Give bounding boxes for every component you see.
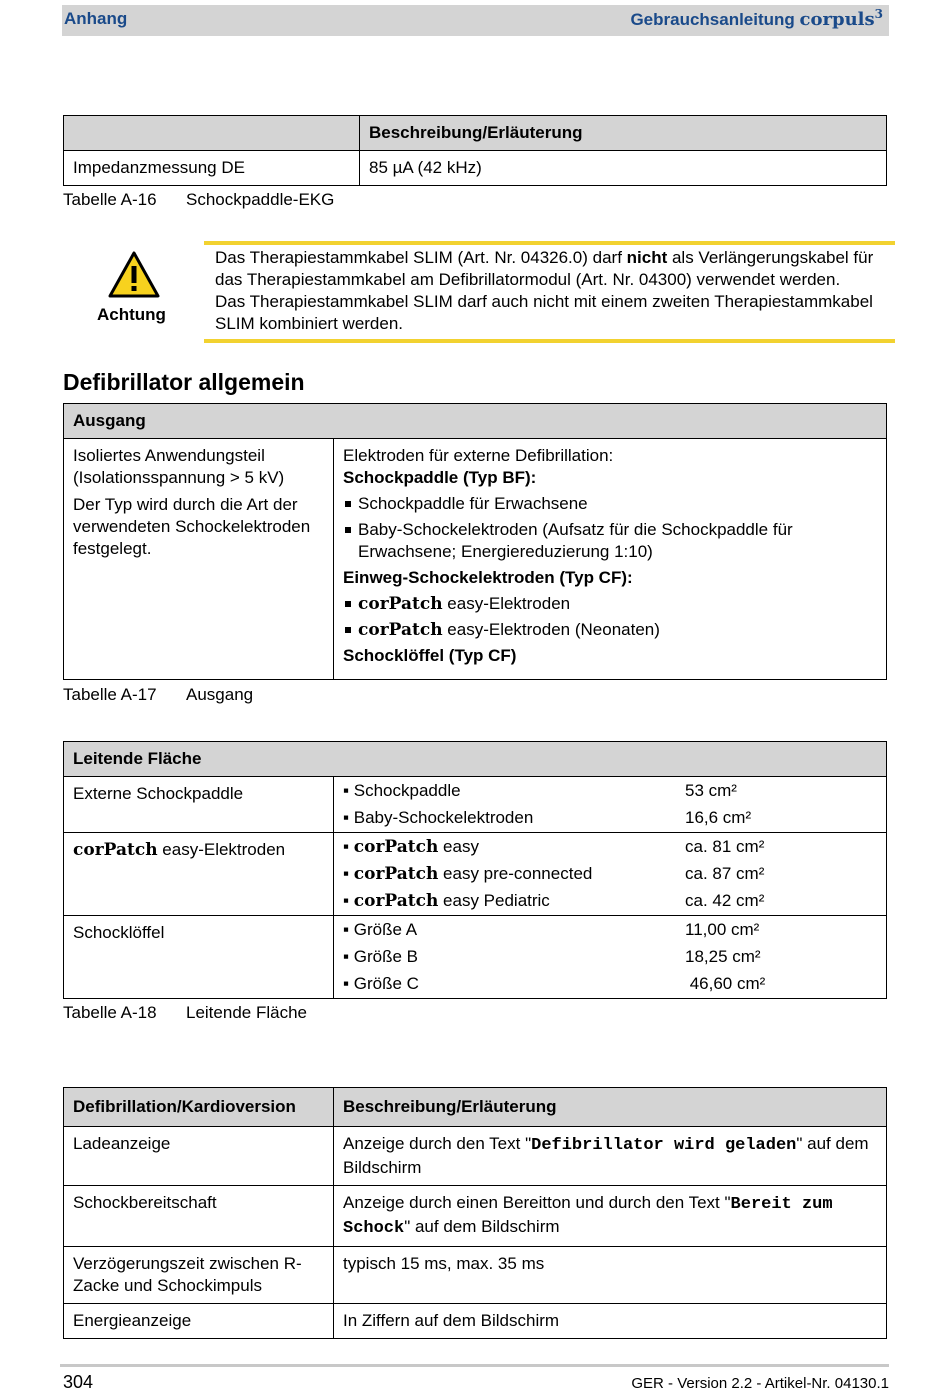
table-header-cell: Beschreibung/Erläuterung xyxy=(360,116,887,151)
item-name-text: easy pre-connected xyxy=(438,864,593,883)
table-a18 xyxy=(63,741,887,999)
table-cell xyxy=(334,916,887,999)
corpatch-logo: corPatch xyxy=(358,620,443,640)
table-header-cell: Defibrillation/Kardioversion xyxy=(64,1088,334,1127)
brand-name: corpuls xyxy=(799,9,875,30)
table-caption xyxy=(63,1003,307,1023)
footer-version: GER - Version 2.2 - Artikel-Nr. 04130.1 xyxy=(631,1375,889,1392)
warning-triangle-icon xyxy=(108,251,160,303)
corpatch-logo: corPatch xyxy=(353,864,439,884)
corpatch-logo: corPatch xyxy=(353,891,439,911)
item-name: ▪ corPatch easy pre-connected xyxy=(343,864,593,884)
header-section: Anhang xyxy=(64,8,128,28)
item-name: ▪ Schockpaddle xyxy=(343,781,461,800)
item-name-text: Größe B xyxy=(353,947,418,966)
caption-number: Tabelle A-16 xyxy=(63,190,157,209)
warning-text-part: Das Therapiestammkabel SLIM (Art. Nr. 04326.0) darf xyxy=(215,248,627,267)
table-caption xyxy=(63,685,253,705)
page-header xyxy=(62,5,889,36)
table-caption xyxy=(63,190,334,210)
item-name-text: Schockpaddle xyxy=(353,781,461,800)
list-item xyxy=(343,860,877,887)
output-isolation: Isoliertes Anwendungsteil (Isolationsspannung > 5 kV) xyxy=(73,446,285,487)
table-cell: In Ziffern auf dem Bildschirm xyxy=(334,1304,887,1339)
table-cell: Externe Schockpaddle xyxy=(64,777,334,833)
item-value: 18,25 cm² xyxy=(685,947,761,966)
item-value: 16,6 cm² xyxy=(685,808,752,827)
table-cell: 85 µA (42 kHz) xyxy=(360,151,887,186)
page-number: 304 xyxy=(63,1372,94,1392)
table-cell xyxy=(334,1186,887,1247)
section-title: Defibrillator allgemein xyxy=(63,369,305,395)
item-name-text: Größe C xyxy=(353,974,419,993)
brand-superscript: 3 xyxy=(874,7,883,21)
header-title xyxy=(630,7,883,30)
list-item xyxy=(343,970,877,997)
item-name: ▪ Größe A xyxy=(343,920,418,939)
caption-number: Tabelle A-17 xyxy=(63,685,157,704)
table-cell: Schocklöffel xyxy=(64,916,334,999)
table-cell: Verzögerungszeit zwischen R-Zacke und Schockimpuls xyxy=(64,1247,334,1304)
table-a16 xyxy=(63,115,887,186)
item-value: 11,00 cm² xyxy=(685,920,760,939)
einweg-list xyxy=(343,593,877,641)
table-cell: Ladeanzeige xyxy=(64,1127,334,1186)
corpatch-logo: corPatch xyxy=(73,840,158,860)
item-name-text: Größe A xyxy=(353,920,418,939)
item-name: ▪ Größe B xyxy=(343,947,418,966)
brand-logo xyxy=(800,9,883,30)
warning-text-emphasis: nicht xyxy=(626,248,668,267)
output-type-note: Der Typ wird durch die Art der verwendeten Schockelektroden festgelegt. xyxy=(73,495,311,558)
item-value: 46,60 cm² xyxy=(685,974,766,993)
table-header-cell: Beschreibung/Erläuterung xyxy=(334,1088,887,1127)
list-item xyxy=(343,887,877,914)
display-message: Bereit zum Schock xyxy=(343,1195,833,1238)
warning-text-part: als Verlängerungskabel für das Therapiestammkabel am Defibrillatormodul (Art. Nr. 04300) verwendet werden. Das Therapiestammkabel SLIM darf auch nicht mit einem zweiten Therapiestammkabel SLIM kombiniert werden. xyxy=(215,248,874,333)
area-list xyxy=(343,777,877,831)
paddle-title: Schockpaddle (Typ BF): xyxy=(343,468,537,487)
list-item xyxy=(343,619,877,641)
item-name-text: easy Pediatric xyxy=(438,891,550,910)
warning-bottom-bar xyxy=(204,339,895,343)
warning-label: Achtung xyxy=(97,305,166,324)
header-manual-label: Gebrauchsanleitung xyxy=(630,10,795,29)
cell-text: " auf dem Bildschirm xyxy=(404,1217,560,1236)
area-list xyxy=(343,916,877,997)
table-defibrillation xyxy=(63,1087,887,1339)
list-item xyxy=(343,804,877,831)
item-name: ▪ corPatch easy Pediatric xyxy=(343,891,550,911)
table-cell xyxy=(334,439,887,680)
table-cell: Schockbereitschaft xyxy=(64,1186,334,1247)
item-value: ca. 42 cm² xyxy=(685,891,765,910)
caption-title: Schockpaddle-EKG xyxy=(186,190,335,209)
cell-text: easy-Elektroden xyxy=(157,840,286,859)
footer-divider xyxy=(60,1364,889,1367)
item-name: ▪ corPatch easy xyxy=(343,837,479,857)
table-header-cell: Ausgang xyxy=(64,404,887,439)
cell-text: Anzeige durch den Text " xyxy=(343,1134,532,1153)
item-value: 53 cm² xyxy=(685,781,737,800)
table-cell: typisch 15 ms, max. 35 ms xyxy=(334,1247,887,1304)
table-header-cell: Leitende Fläche xyxy=(64,742,887,777)
table-header-cell xyxy=(64,116,360,151)
item-name: ▪ Größe C xyxy=(343,974,419,993)
loeffel-title: Schocklöffel (Typ CF) xyxy=(343,646,517,665)
item-name: ▪ Baby-Schockelektroden xyxy=(343,808,534,827)
list-item: Schockpaddle für Erwachsene xyxy=(343,493,877,515)
table-cell xyxy=(334,777,887,833)
table-a17 xyxy=(63,403,887,680)
paddle-list xyxy=(343,493,877,563)
table-cell xyxy=(64,833,334,916)
list-item-text: easy-Elektroden (Neonaten) xyxy=(442,620,660,639)
area-list xyxy=(343,833,877,914)
table-cell: Energieanzeige xyxy=(64,1304,334,1339)
corpatch-logo: corPatch xyxy=(353,837,439,857)
caption-title: Ausgang xyxy=(186,685,254,704)
table-cell xyxy=(334,833,887,916)
caption-number: Tabelle A-18 xyxy=(63,1003,157,1022)
item-name-text: Baby-Schockelektroden xyxy=(353,808,534,827)
warning-text xyxy=(215,247,875,335)
display-message: Defibrillator wird geladen xyxy=(531,1136,797,1155)
caption-title: Leitende Fläche xyxy=(186,1003,307,1022)
cell-text: " auf dem Bildschirm xyxy=(343,1134,869,1177)
table-cell xyxy=(64,439,334,680)
table-cell: Impedanzmessung DE xyxy=(64,151,360,186)
table-cell xyxy=(334,1127,887,1186)
corpatch-logo: corPatch xyxy=(358,594,443,614)
einweg-title: Einweg-Schockelektroden (Typ CF): xyxy=(343,568,633,587)
cell-text: Anzeige durch einen Bereitton und durch den Text " xyxy=(343,1193,731,1212)
list-item xyxy=(343,833,877,860)
list-item-text: easy-Elektroden xyxy=(442,594,571,613)
list-item xyxy=(343,777,877,804)
electrodes-intro: Elektroden für externe Defibrillation: xyxy=(343,446,614,465)
list-item: Baby-Schockelektroden (Aufsatz für die Schockpaddle für Erwachsene; Energiereduzierung 1:10) xyxy=(343,519,877,563)
item-name-text: easy xyxy=(438,837,479,856)
item-value: ca. 87 cm² xyxy=(685,864,765,883)
list-item xyxy=(343,593,877,615)
warning-top-bar xyxy=(204,241,895,245)
list-item xyxy=(343,943,877,970)
list-item xyxy=(343,916,877,943)
item-value: ca. 81 cm² xyxy=(685,837,765,856)
